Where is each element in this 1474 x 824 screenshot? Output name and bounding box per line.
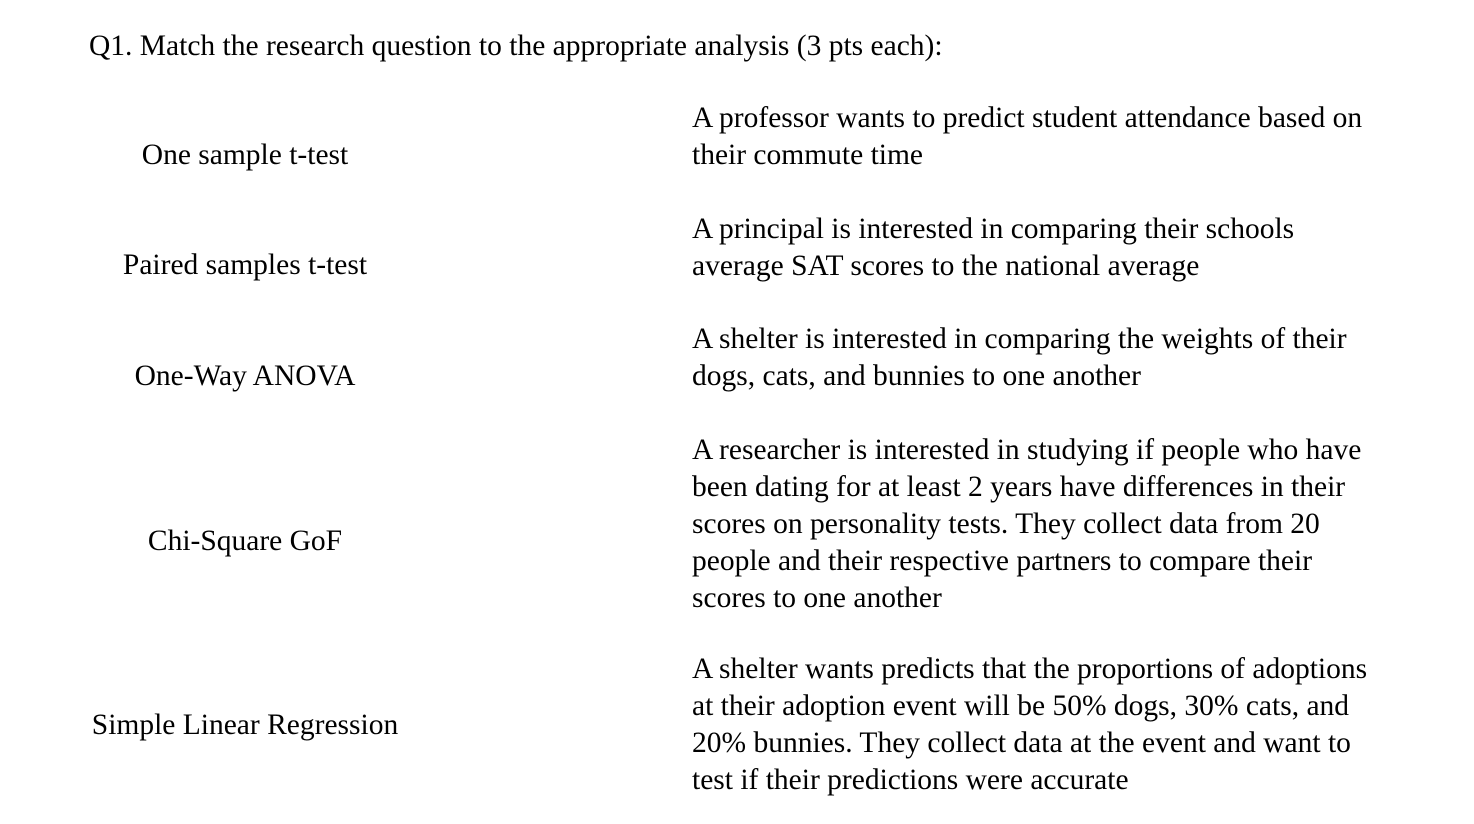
scenario-personality-partners: A researcher is interested in studying if people who have been dating for at least 2 years have differences in their scores on personality tests. They collect data from 20 people and their respective partners to compare their scores to one another: [692, 434, 1362, 614]
question-prompt: Q1. Match the research question to the appropriate analysis (3 pts each):: [89, 30, 943, 62]
analysis-chi-square-gof: Chi-Square GoF: [147, 525, 343, 557]
scenario-commute-attendance: A professor wants to predict student attendance based on their commute time: [692, 102, 1363, 171]
analysis-one-way-anova: One-Way ANOVA: [134, 360, 356, 392]
analysis-paired-samples-t-test: Paired samples t-test: [122, 249, 368, 281]
analysis-simple-linear-regression: Simple Linear Regression: [91, 709, 399, 741]
analysis-one-sample-t-test: One sample t-test: [141, 139, 349, 171]
scenario-pet-weights: A shelter is interested in comparing the weights of their dogs, cats, and bunnies to one another: [692, 323, 1347, 392]
scenario-sat-scores: A principal is interested in comparing their schools average SAT scores to the national average: [692, 213, 1295, 282]
scenario-adoption-proportions: A shelter wants predicts that the proportions of adoptions at their adoption event will be 50% dogs, 30% cats, and 20% bunnies. They collect data at the event and want to test if their predictions were accurate: [692, 653, 1368, 796]
